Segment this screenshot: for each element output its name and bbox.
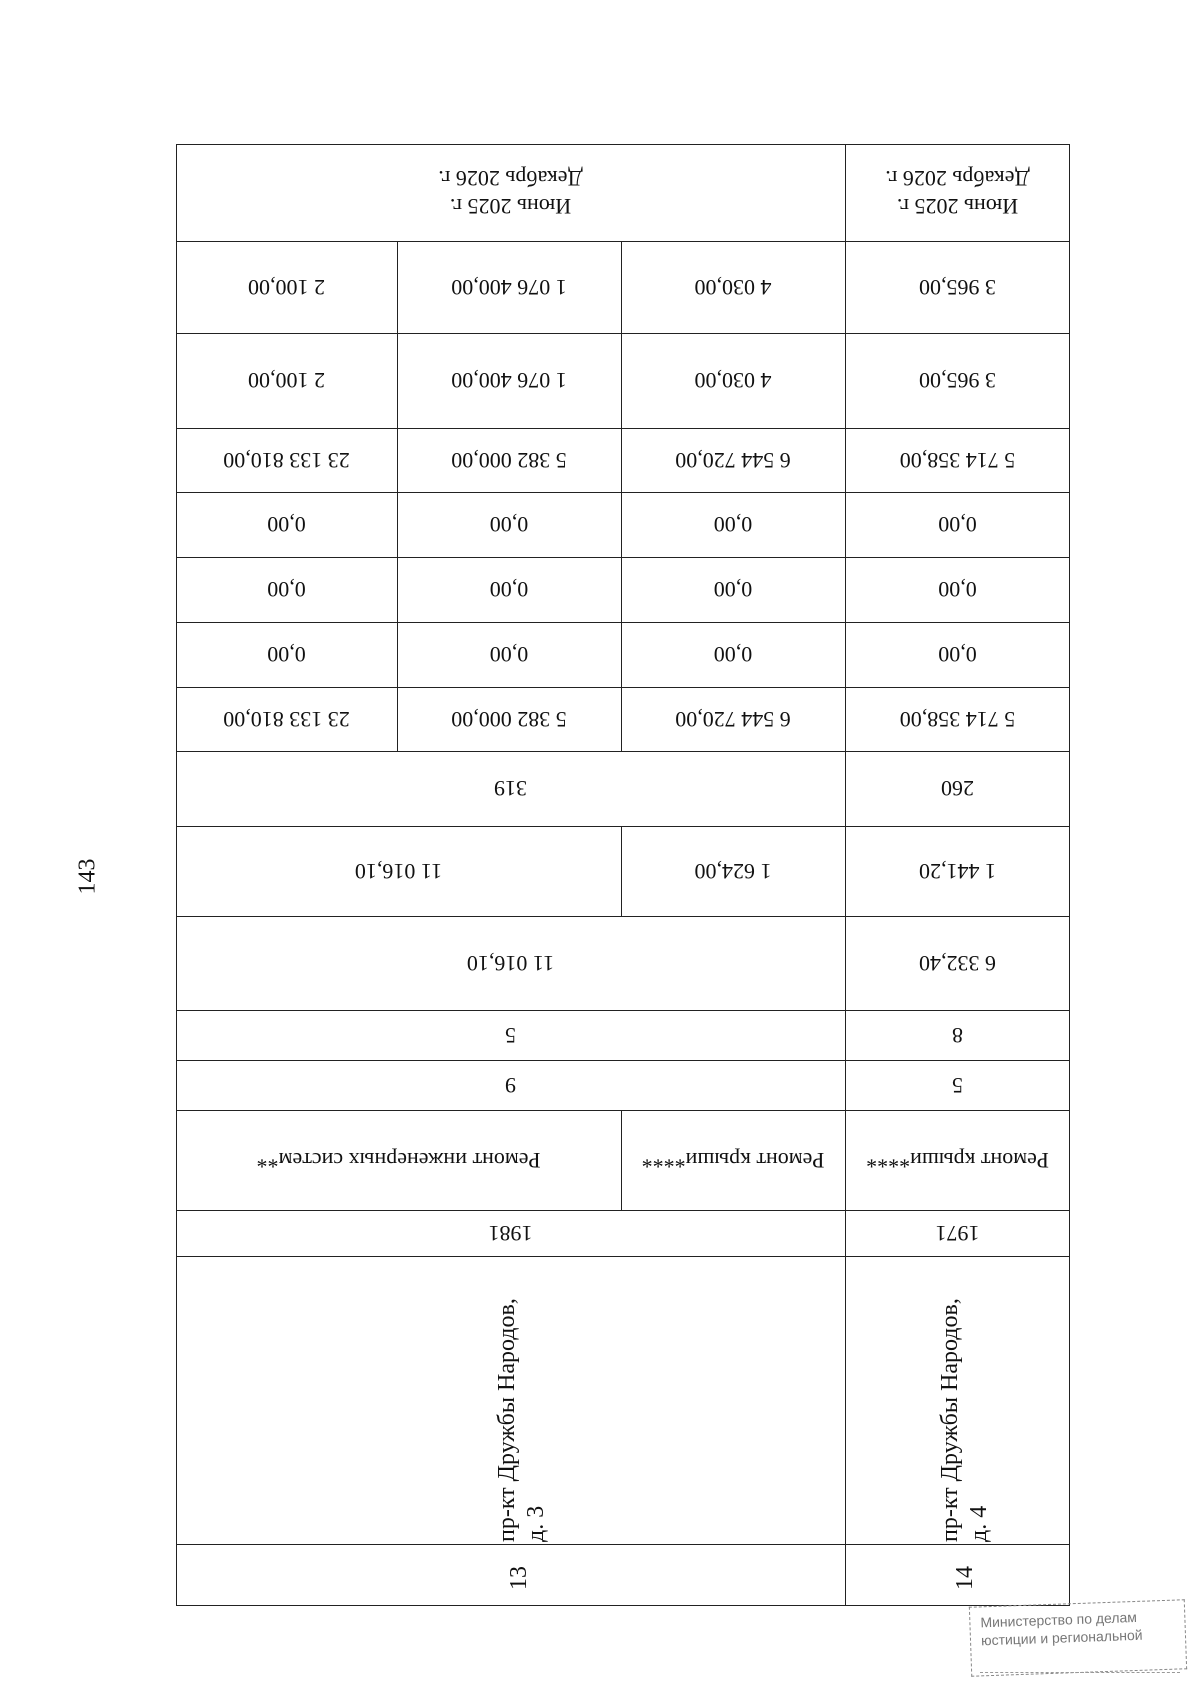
year-cell: 1971 — [935, 1221, 980, 1246]
total-cost-cell: 23 133 810,00 — [223, 707, 350, 732]
total-cost-cell: 5 382 000,00 — [451, 707, 567, 732]
address-cell — [936, 1298, 994, 1542]
zero-cell: 0,00 — [267, 577, 306, 603]
zero-cell: 0,00 — [713, 577, 753, 603]
unit-cost-limit-cell: 3 965,00 — [919, 275, 996, 300]
work-area-cell: 1 624,00 — [694, 859, 772, 884]
total-cost-cell: 5 714 358,00 — [899, 707, 1016, 732]
row-number: 14 — [952, 1566, 978, 1590]
residents-cell: 319 — [494, 776, 527, 802]
col6-cell: 8 — [952, 1023, 963, 1048]
unit-cost-limit-cell: 4 030,00 — [694, 275, 772, 300]
period-end: Декабрь 2026 г. — [885, 166, 1030, 192]
stamp-underline — [980, 1672, 1180, 1673]
work-type-cell: Ремонт крыши**** — [641, 1148, 825, 1173]
address-cell — [493, 1298, 551, 1542]
zero-cell: 0,00 — [938, 642, 977, 668]
work-type-cell: Ремонт инженерных систем** — [256, 1148, 541, 1173]
year-cell: 1981 — [488, 1221, 533, 1246]
zero-cell: 0,00 — [713, 642, 753, 668]
address-house: д. 3 — [523, 1505, 549, 1542]
row-number: 13 — [506, 1566, 532, 1590]
fund-cell: 5 382 000,00 — [451, 448, 567, 473]
work-area-cell: 11 016,10 — [354, 859, 443, 884]
col6-cell: 5 — [505, 1023, 516, 1048]
residents-cell: 260 — [941, 776, 974, 802]
stamp-line: Министерство по делам — [980, 1608, 1138, 1631]
unit-cost-cell: 3 965,00 — [919, 368, 996, 394]
period-start: Июнь 2025 г. — [896, 194, 1019, 220]
address-street: пр-кт Дружбы Народов, — [937, 1298, 963, 1542]
period-cell — [845, 144, 1070, 241]
work-area-cell: 1 441,20 — [919, 859, 996, 884]
col5-cell: 9 — [505, 1073, 516, 1098]
fund-cell: 23 133 810,00 — [223, 448, 350, 473]
page-number: 143 — [74, 858, 101, 895]
col5-cell: 5 — [952, 1073, 963, 1098]
unit-cost-cell: 2 100,00 — [248, 368, 325, 394]
period-cell — [176, 144, 845, 241]
period-end: Декабрь 2026 г. — [438, 166, 583, 192]
zero-cell: 0,00 — [267, 642, 306, 668]
unit-cost-limit-cell: 1 076 400,00 — [451, 275, 567, 300]
registration-stamp — [969, 1599, 1187, 1676]
zero-cell: 0,00 — [489, 577, 529, 603]
total-cost-cell: 6 544 720,00 — [675, 707, 791, 732]
unit-cost-cell: 1 076 400,00 — [451, 368, 567, 394]
address-house: д. 4 — [966, 1505, 992, 1542]
zero-cell: 0,00 — [713, 512, 753, 538]
row-divider — [176, 1256, 1070, 1257]
zero-cell: 0,00 — [489, 512, 529, 538]
unit-cost-cell: 4 030,00 — [694, 368, 772, 394]
period-start: Июнь 2025 г. — [449, 194, 572, 220]
zero-cell: 0,00 — [489, 642, 529, 668]
work-type-cell: Ремонт крыши**** — [866, 1148, 1049, 1173]
zero-cell: 0,00 — [938, 512, 977, 538]
fund-cell: 6 544 720,00 — [675, 448, 791, 473]
area-cell: 11 016,10 — [466, 951, 555, 976]
unit-cost-limit-cell: 2 100,00 — [248, 275, 325, 300]
zero-cell: 0,00 — [267, 512, 306, 538]
row-divider — [176, 1544, 1070, 1545]
area-cell: 6 332,40 — [919, 951, 996, 976]
address-street: пр-кт Дружбы Народов, — [494, 1298, 520, 1542]
stamp-line: юстиции и региональной — [980, 1626, 1143, 1649]
fund-cell: 5 714 358,00 — [899, 448, 1016, 473]
zero-cell: 0,00 — [938, 577, 977, 603]
